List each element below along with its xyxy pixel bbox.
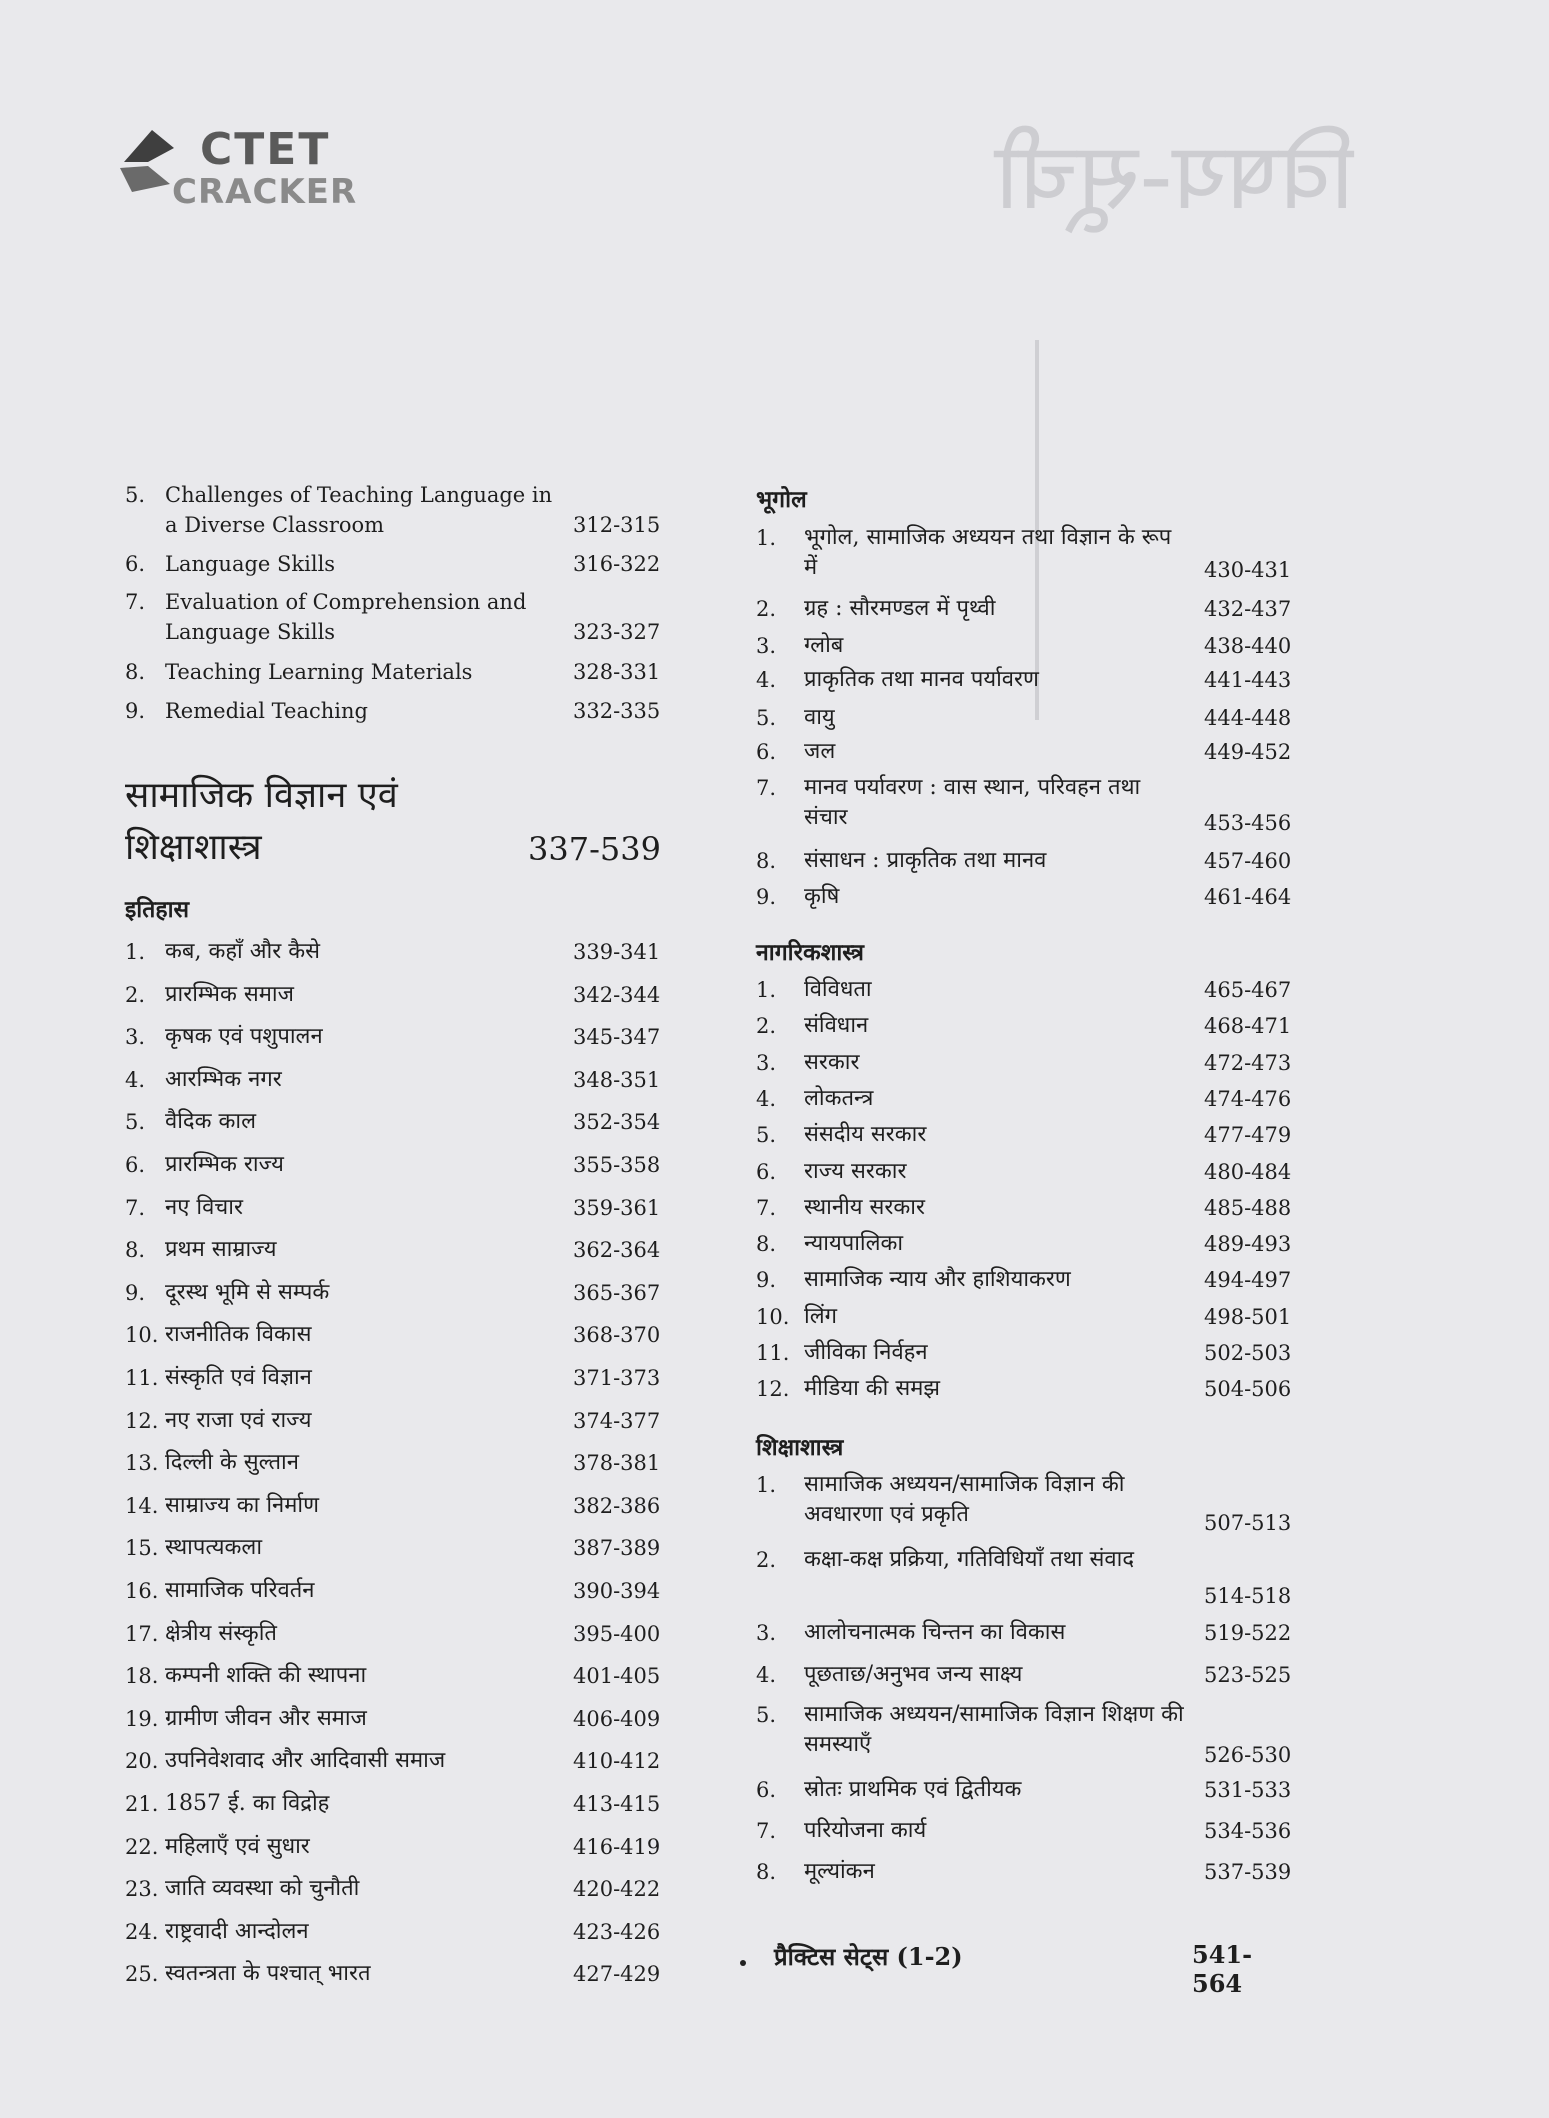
entry-number: 14. [125,1494,159,1518]
logo-text-cracker: CRACKER [172,172,358,212]
entry-title: प्रथम साम्राज्य [165,1237,277,1262]
entry-number: 6. [756,1160,777,1184]
entry-number: 4. [756,1087,777,1111]
entry-number: 9. [756,1268,777,1292]
entry-pages: 438-440 [1204,634,1292,658]
entry-pages: 362-364 [573,1238,661,1262]
entry-number: 17. [125,1622,159,1646]
entry-number: 3. [756,1621,777,1645]
entry-title: कक्षा-कक्ष प्रक्रिया, गतिविधियाँ तथा संवाद [804,1547,1135,1572]
entry-number: 11. [756,1341,790,1365]
entry-title: मीडिया की समझ [804,1376,941,1401]
entry-number: 13. [125,1451,159,1475]
entry-number: 8. [756,849,777,873]
entry-pages: 465-467 [1204,978,1292,1002]
entry-title: Evaluation of Comprehension and Language Skills [165,590,527,644]
entry-number: 5. [756,1123,777,1147]
section-title-line2: शिक्षाशास्त्र [125,827,262,868]
entry-number: 7. [125,1196,146,1220]
entry-title: सामाजिक अध्ययन/सामाजिक विज्ञान की अवधारणा एवं प्रकृति [804,1472,1125,1527]
entry-number: 7. [756,1196,777,1220]
entry-pages: 514-518 [1204,1584,1292,1608]
entry-title: प्राकृतिक तथा मानव पर्यावरण [804,667,1039,692]
entry-number: 8. [756,1860,777,1884]
entry-pages: 406-409 [573,1707,661,1731]
entry-number: 16. [125,1579,159,1603]
entry-number: 6. [125,552,146,576]
entry-pages: 342-344 [573,983,661,1007]
entry-pages: 449-452 [1204,740,1292,764]
entry-number: 5. [125,483,146,507]
entry-pages: 355-358 [573,1153,661,1177]
entry-title: स्थापत्यकला [165,1535,263,1560]
entry-title: स्वतन्त्रता के पश्चात् भारत [165,1961,371,1986]
entry-pages: 420-422 [573,1877,661,1901]
entry-number: 8. [125,1238,146,1262]
entry-number: 4. [756,668,777,692]
entry-title: ग्रह : सौरमण्डल में पृथ्वी [804,596,996,621]
entry-title: मूल्यांकन [804,1859,875,1884]
civics-heading: नागरिकशास्त्र [756,939,864,966]
entry-number: 18. [125,1664,159,1688]
entry-number: 19. [125,1707,159,1731]
entry-title: सामाजिक परिवर्तन [165,1578,315,1603]
entry-pages: 494-497 [1204,1268,1292,1292]
entry-title: संस्कृति एवं विज्ञान [165,1365,312,1390]
entry-pages: 523-525 [1204,1663,1292,1687]
entry-pages: 401-405 [573,1664,661,1688]
entry-title: न्यायपालिका [804,1231,904,1256]
entry-title: नए विचार [165,1195,243,1220]
entry-number: 22. [125,1835,159,1859]
entry-number: 6. [756,740,777,764]
entry-title: Challenges of Teaching Language in a Diverse Classroom [165,483,553,537]
entry-title: आरम्भिक नगर [165,1067,282,1092]
entry-pages: 534-536 [1204,1819,1292,1843]
entry-pages: 348-351 [573,1068,661,1092]
entry-number: 9. [125,1281,146,1305]
entry-pages: 502-503 [1204,1341,1292,1365]
entry-title: सामाजिक न्याय और हाशियाकरण [804,1267,1071,1292]
entry-pages: 339-341 [573,940,661,964]
entry-number: 1. [125,940,146,964]
entry-title: सरकार [804,1050,860,1075]
entry-pages: 453-456 [1204,811,1292,835]
practice-sets-label[interactable]: प्रैक्टिस सेट्स (1-2) [774,1942,963,1971]
entry-pages: 444-448 [1204,706,1292,730]
entry-number: 9. [756,885,777,909]
entry-title: ग्लोब [804,633,844,658]
entry-pages: 457-460 [1204,849,1292,873]
entry-title: जीविका निर्वहन [804,1340,928,1365]
entry-title: पूछताछ/अनुभव जन्य साक्ष्य [804,1662,1023,1687]
entry-number: 1. [756,526,777,550]
entry-number: 1. [756,1473,777,1497]
entry-title: भूगोल, सामाजिक अध्ययन तथा विज्ञान के रूप में [804,525,1172,580]
entry-pages: 332-335 [573,699,661,723]
geography-heading: भूगोल [756,486,807,513]
entry-title: कम्पनी शक्ति की स्थापना [165,1663,367,1688]
entry-title: संसाधन : प्राकृतिक तथा मानव [804,848,1047,873]
entry-title: लोकतन्त्र [804,1086,874,1111]
entry-number: 7. [125,590,146,614]
entry-number: 24. [125,1920,159,1944]
entry-title: राष्ट्रवादी आन्दोलन [165,1919,309,1944]
entry-title: महिलाएँ एवं सुधार [165,1834,310,1859]
entry-pages: 312-315 [573,513,661,537]
entry-number: 10. [756,1305,790,1329]
entry-title: मानव पर्यावरण : वास स्थान, परिवहन तथा संचार [804,775,1141,830]
entry-number: 8. [756,1232,777,1256]
entry-pages: 316-322 [573,552,661,576]
entry-pages: 427-429 [573,1962,661,1986]
entry-number: 3. [756,634,777,658]
ctet-cracker-logo [112,112,372,212]
entry-number: 11. [125,1366,159,1390]
entry-title: कृषि [804,884,840,909]
entry-title: कब, कहाँ और कैसे [165,939,320,964]
entry-pages: 413-415 [573,1792,661,1816]
entry-pages: 387-389 [573,1536,661,1560]
entry-title: सामाजिक अध्ययन/सामाजिक विज्ञान शिक्षण की समस्याएँ [804,1702,1184,1757]
entry-number: 2. [125,983,146,1007]
entry-title: दूरस्थ भूमि से सम्पर्क [165,1280,330,1305]
entry-number: 21. [125,1792,159,1816]
entry-pages: 507-513 [1204,1511,1292,1535]
entry-pages: 519-522 [1204,1621,1292,1645]
entry-title: प्रारम्भिक समाज [165,982,294,1007]
entry-pages: 365-367 [573,1281,661,1305]
ghost-title: विषय-सूची [995,123,1355,230]
entry-pages: 474-476 [1204,1087,1292,1111]
entry-pages: 477-479 [1204,1123,1292,1147]
entry-number: 4. [125,1068,146,1092]
section-title-line1: सामाजिक विज्ञान एवं [125,775,398,816]
entry-number: 6. [756,1778,777,1802]
entry-pages: 441-443 [1204,668,1292,692]
entry-title: Language Skills [165,552,336,576]
entry-title: उपनिवेशवाद और आदिवासी समाज [165,1748,446,1773]
bullet-dot [740,1960,746,1966]
entry-title: जल [804,739,836,764]
entry-number: 2. [756,1014,777,1038]
entry-number: 1. [756,978,777,1002]
entry-pages: 382-386 [573,1494,661,1518]
entry-number: 9. [125,699,146,723]
entry-number: 2. [756,597,777,621]
entry-title: नए राजा एवं राज्य [165,1408,312,1433]
entry-number: 15. [125,1536,159,1560]
entry-pages: 537-539 [1204,1860,1292,1884]
entry-number: 2. [756,1548,777,1572]
entry-title: क्षेत्रीय संस्कृति [165,1621,277,1646]
entry-title: लिंग [804,1304,838,1329]
entry-pages: 468-471 [1204,1014,1292,1038]
entry-pages: 345-347 [573,1025,661,1049]
entry-number: 6. [125,1153,146,1177]
entry-title: राज्य सरकार [804,1159,907,1184]
entry-number: 12. [125,1409,159,1433]
entry-pages: 472-473 [1204,1051,1292,1075]
entry-title: Teaching Learning Materials [165,660,473,684]
entry-title: स्रोतः प्राथमिक एवं द्वितीयक [804,1777,1022,1802]
entry-title: संविधान [804,1013,869,1038]
entry-title: संसदीय सरकार [804,1122,927,1147]
entry-number: 7. [756,776,777,800]
entry-pages: 390-394 [573,1579,661,1603]
entry-pages: 498-501 [1204,1305,1292,1329]
entry-title: Remedial Teaching [165,699,368,723]
entry-pages: 489-493 [1204,1232,1292,1256]
logo-text-ctet: CTET [200,124,331,175]
history-heading: इतिहास [125,896,190,923]
entry-number: 3. [756,1051,777,1075]
entry-pages: 410-412 [573,1749,661,1773]
entry-number: 20. [125,1749,159,1773]
entry-number: 3. [125,1025,146,1049]
entry-title: आलोचनात्मक चिन्तन का विकास [804,1620,1066,1645]
entry-title: जाति व्यवस्था को चुनौती [165,1876,360,1901]
entry-pages: 359-361 [573,1196,661,1220]
entry-number: 10. [125,1323,159,1347]
entry-number: 23. [125,1877,159,1901]
entry-pages: 423-426 [573,1920,661,1944]
entry-title: परियोजना कार्य [804,1818,927,1843]
entry-title: साम्राज्य का निर्माण [165,1493,320,1518]
entry-pages: 432-437 [1204,597,1292,621]
section-page-range: 337-539 [528,830,661,868]
entry-pages: 328-331 [573,660,661,684]
entry-number: 7. [756,1819,777,1843]
entry-title: प्रारम्भिक राज्य [165,1152,284,1177]
entry-pages: 395-400 [573,1622,661,1646]
entry-pages: 504-506 [1204,1377,1292,1401]
entry-title: वायु [804,705,835,730]
entry-pages: 480-484 [1204,1160,1292,1184]
entry-pages: 430-431 [1204,558,1292,582]
entry-title: कृषक एवं पशुपालन [165,1024,323,1049]
entry-title: राजनीतिक विकास [165,1322,312,1347]
entry-title: दिल्ली के सुल्तान [165,1450,299,1475]
entry-pages: 371-373 [573,1366,661,1390]
entry-pages: 461-464 [1204,885,1292,909]
entry-title: विविधता [804,977,872,1002]
entry-title: 1857 ई. का विद्रोह [165,1791,330,1816]
entry-pages: 368-370 [573,1323,661,1347]
entry-number: 5. [125,1110,146,1134]
entry-number: 12. [756,1377,790,1401]
entry-number: 4. [756,1663,777,1687]
entry-pages: 374-377 [573,1409,661,1433]
entry-pages: 485-488 [1204,1196,1292,1220]
entry-pages: 531-533 [1204,1778,1292,1802]
entry-title: वैदिक काल [165,1109,257,1134]
entry-number: 5. [756,706,777,730]
entry-pages: 378-381 [573,1451,661,1475]
entry-pages: 416-419 [573,1835,661,1859]
entry-pages: 352-354 [573,1110,661,1134]
practice-sets-pages: 541-564 [1192,1940,1253,1998]
pedagogy-heading: शिक्षाशास्त्र [756,1434,844,1461]
entry-title: ग्रामीण जीवन और समाज [165,1706,367,1731]
entry-number: 5. [756,1703,777,1727]
entry-pages: 323-327 [573,620,661,644]
entry-number: 8. [125,660,146,684]
entry-title: स्थानीय सरकार [804,1195,925,1220]
entry-number: 25. [125,1962,159,1986]
entry-pages: 526-530 [1204,1743,1292,1767]
